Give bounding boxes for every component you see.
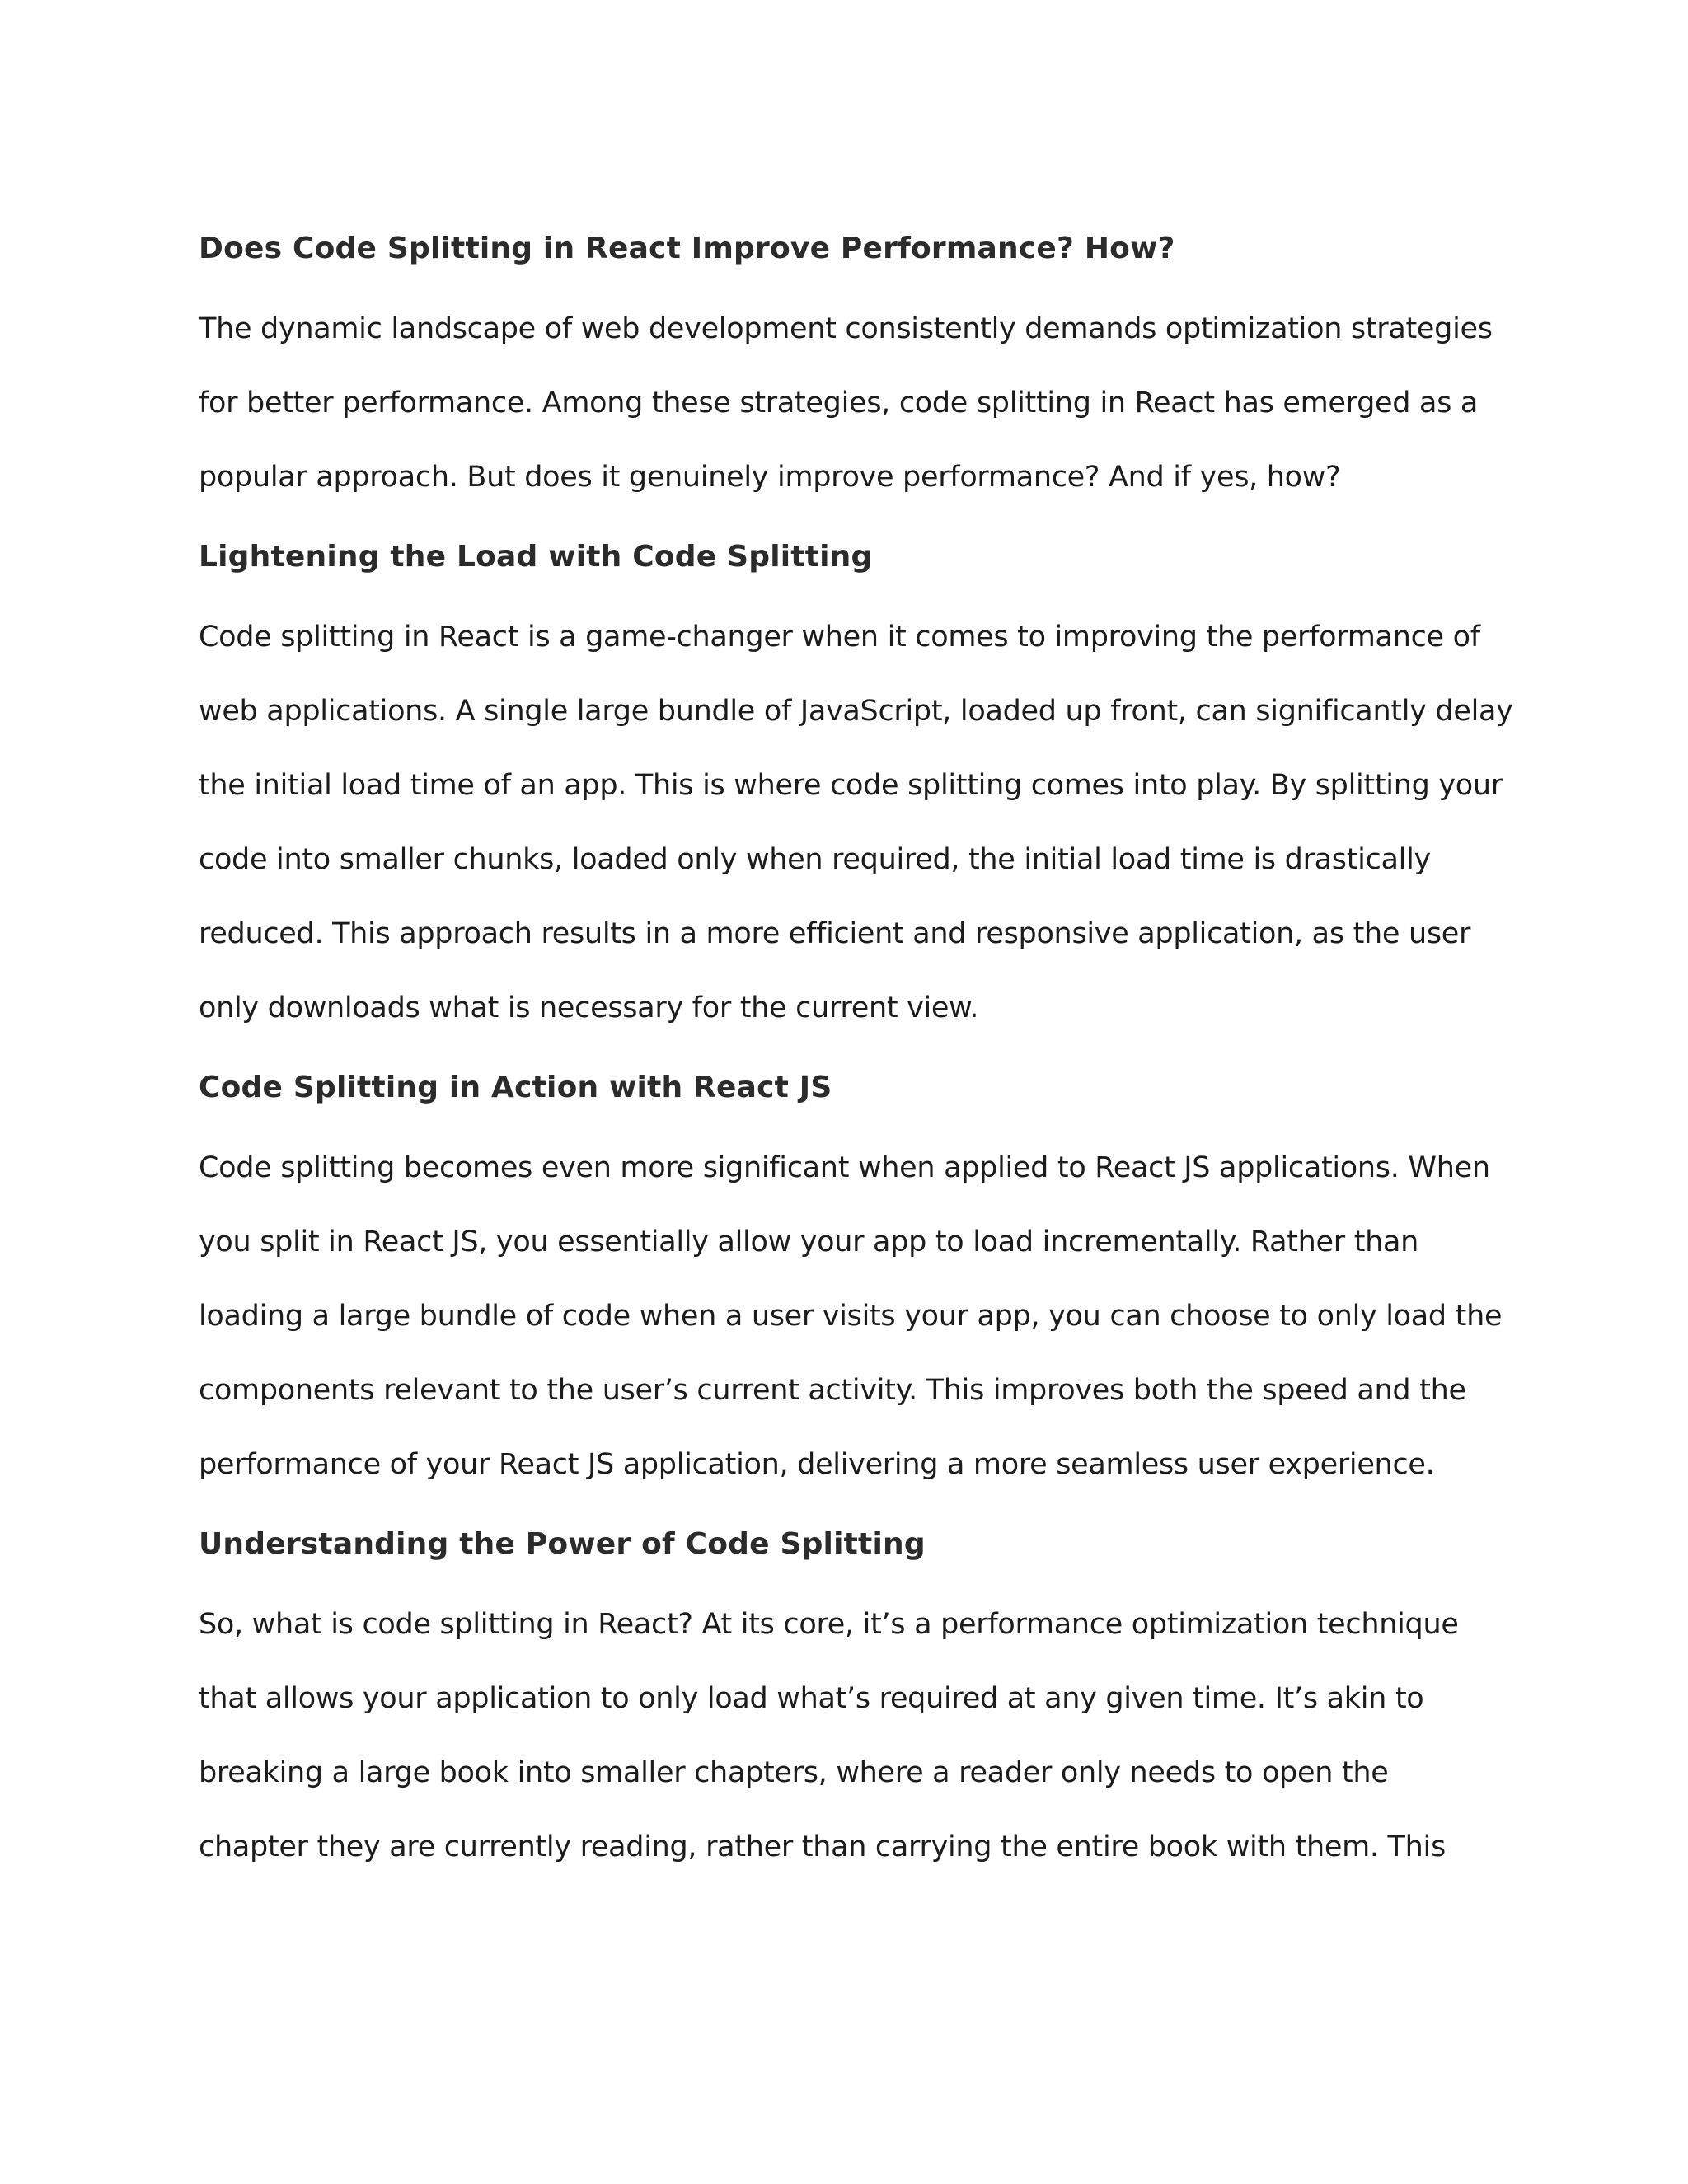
paragraph-line: that allows your application to only load what’s required at any given time. It’s akin to [199,1682,1424,1715]
paragraph-line: Code splitting in React is a game-changer when it comes to improving the performance of [199,621,1480,654]
paragraph-line: chapter they are currently reading, rather than carrying the entire book with them. This [199,1830,1446,1863]
paragraph-line: performance of your React JS application, delivering a more seamless user experience. [199,1448,1435,1481]
paragraph-line: So, what is code splitting in React? At its core, it’s a performance optimization technique [199,1608,1459,1641]
paragraph-line: code into smaller chunks, loaded only when required, the initial load time is drastically [199,843,1431,876]
paragraph-line: you split in React JS, you essentially allow your app to load incrementally. Rather than [199,1226,1419,1258]
paragraph-line: loading a large bundle of code when a user visits your app, you can choose to only load the [199,1300,1503,1333]
paragraph-line: popular approach. But does it genuinely improve performance? And if yes, how? [199,461,1341,494]
paragraph-line: The dynamic landscape of web development consistently demands optimization strategies [199,312,1493,345]
paragraph-line: only downloads what is necessary for the current view. [199,991,979,1024]
section-paragraph [199,1587,1501,1884]
paragraph-line: Code splitting becomes even more significant when applied to React JS applications. When [199,1151,1490,1184]
section-paragraph [199,600,1513,1045]
section-heading: Code Splitting in Action with React JS [199,1071,832,1104]
document-body [199,224,1513,1902]
section-paragraph [199,292,1501,514]
section-paragraph [199,1131,1501,1502]
section-heading: Does Code Splitting in React Improve Performance? How? [199,232,1175,265]
section-heading: Understanding the Power of Code Splitting [199,1527,926,1561]
section-heading: Lightening the Load with Code Splitting [199,540,873,574]
paragraph-line: web applications. A single large bundle of JavaScript, loaded up front, can significantly delay [199,695,1513,728]
paragraph-line: components relevant to the user’s current activity. This improves both the speed and the [199,1374,1466,1407]
paragraph-line: for better performance. Among these strategies, code splitting in React has emerged as a [199,387,1479,419]
paragraph-line: breaking a large book into smaller chapters, where a reader only needs to open the [199,1756,1389,1789]
paragraph-line: the initial load time of an app. This is where code splitting comes into play. By splitting your [199,769,1503,802]
paragraph-line: reduced. This approach results in a more efficient and responsive application, as the user [199,917,1471,950]
